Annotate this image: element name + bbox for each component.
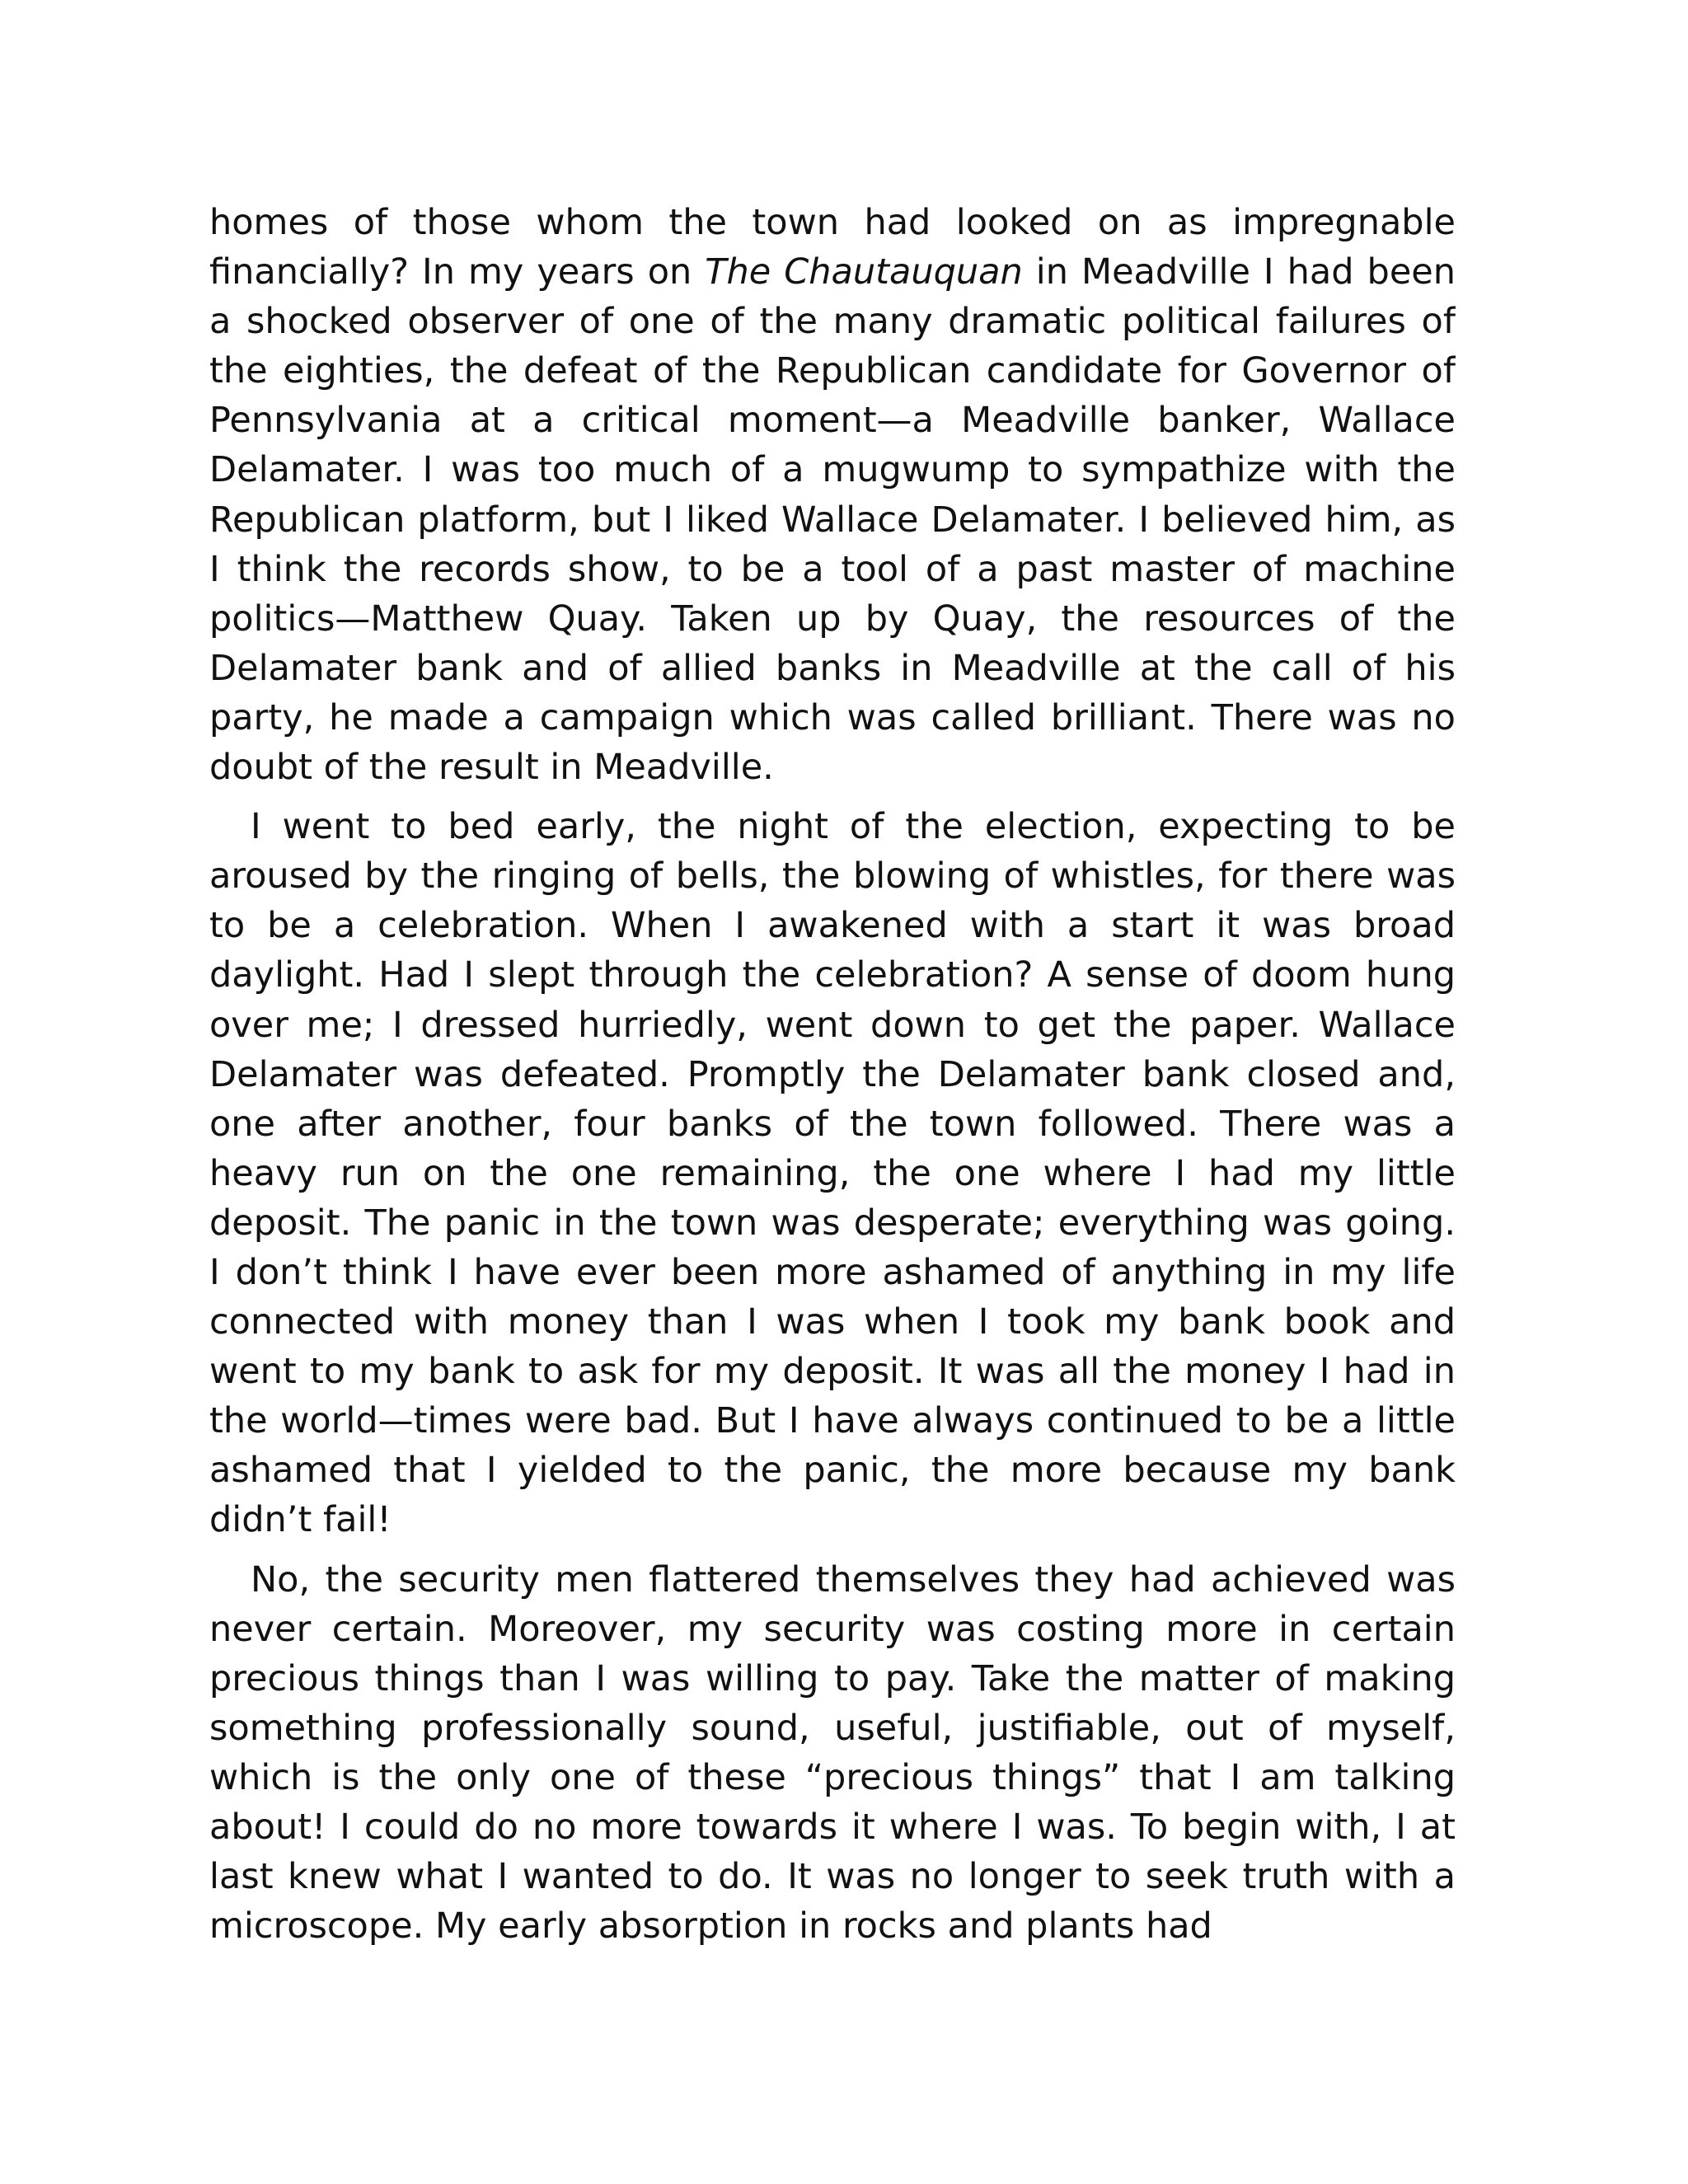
paragraph-2-text: I went to bed early, the night of the election, expecting to be aroused by the ringing of bells, the blowing of whistles, for there was to be a celebration. When I awakened with a start it was broad daylight. Had I slept through the celebration? A sense of doom hung over me; I dressed hurriedly, went down to get the paper. Wallace Delamater was defeated. Promptly the Delamater bank closed and, one after another, four banks of the town followed. There was a heavy run on the one remaining, the one where I had my little deposit. The panic in the town was desperate; everything was going. I don’t think I have ever been more ashamed of anything in my life connected with money than I was when I took my bank book and went to my bank to ask for my deposit. It was all the money I had in the world—times were bad. But I have always continued to be a little ashamed that I yielded to the panic, the more because my bank didn’t fail! bbox=[209, 806, 1456, 1541]
book-page bbox=[209, 198, 1456, 2118]
periodical-title: The Chautauquan bbox=[705, 251, 1023, 293]
paragraph-1 bbox=[209, 198, 1456, 792]
paragraph-1-text-a: homes of those whom the town had looked on as impregnable financially? In my years on bbox=[209, 202, 1456, 293]
paragraph-3 bbox=[209, 1555, 1456, 1952]
paragraph-3-text: No, the security men flattered themselves they had achieved was never certain. Moreover, my security was costing more in certain precious things than I was willing to pay. Take the matter of making something professionally sound, useful, justifiable, out of myself, which is the only one of these “precious things” that I am talking about! I could do no more towards it where I was. To begin with, I at last knew what I wanted to do. It was no longer to seek truth with a microscope. My early absorption in rocks and plants had bbox=[209, 1558, 1456, 1947]
paragraph-2 bbox=[209, 802, 1456, 1544]
paragraph-1-text-b: in Meadville I had been a shocked observer of one of the many dramatic political failures of the eighties, the defeat of the Republican candidate for Governor of Pennsylvania at a critical moment—a Meadville banker, Wallace Delamater. I was too much of a mugwump to sympathize with the Republican platform, but I liked Wallace Delamater. I believed him, as I think the records show, to be a tool of a past master of machine politics—Matthew Quay. Taken up by Quay, the resources of the Delamater bank and of allied banks in Meadville at the call of his party, he made a campaign which was called brilliant. There was no doubt of the result in Meadville. bbox=[209, 251, 1456, 789]
